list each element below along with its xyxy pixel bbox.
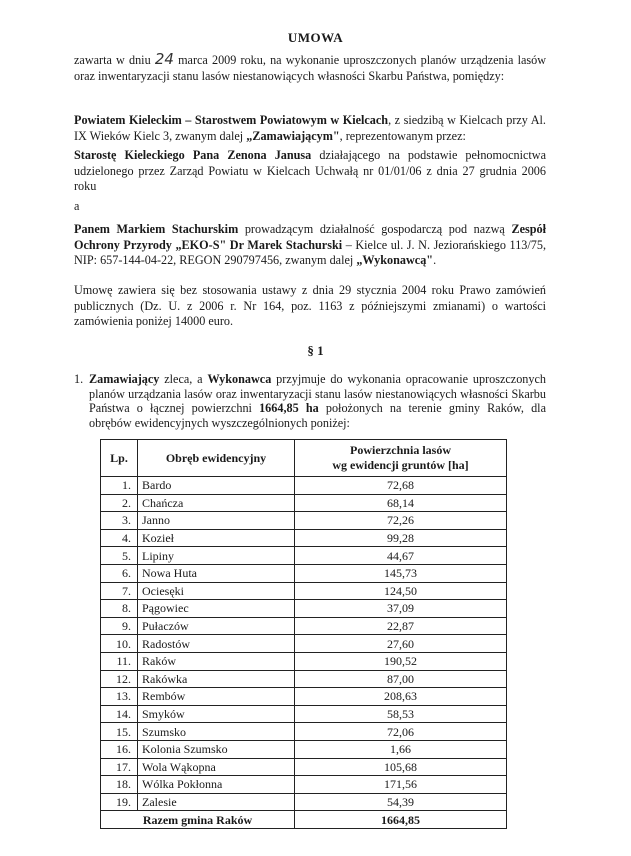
- cell-lp: 2.: [101, 494, 138, 512]
- cell-area: 68,14: [295, 494, 507, 512]
- clause-party-ordering: Zamawiający: [89, 372, 160, 386]
- table-row: [101, 494, 507, 512]
- cell-lp: 12.: [101, 670, 138, 688]
- cell-name: Raków: [138, 652, 295, 670]
- clause-text-3: położonych na terenie gminy Raków, dla obrębów ewidencyjnych wyszczególnionych poniżej:: [89, 401, 546, 430]
- party1-text: , z siedzibą w Kielcach przy Al. IX Wieków Kielc 3, zwanym dalej: [74, 113, 546, 143]
- section-heading: § 1: [307, 343, 324, 358]
- table-row: [101, 652, 507, 670]
- table-row: [101, 723, 507, 741]
- cell-name: Lipiny: [138, 547, 295, 565]
- cell-name: Bardo: [138, 477, 295, 495]
- representative-name: Starostę Kieleckiego Pana Zenona Janusa: [74, 148, 312, 162]
- cell-name: Pułaczów: [138, 617, 295, 635]
- intro-paragraph: [74, 52, 546, 84]
- cell-lp: 4.: [101, 529, 138, 547]
- cell-name: Nowa Huta: [138, 564, 295, 582]
- intro-text-1: zawarta w dniu: [74, 53, 155, 67]
- cell-lp: 13.: [101, 688, 138, 706]
- cell-area: 72,68: [295, 477, 507, 495]
- cell-area: 208,63: [295, 688, 507, 706]
- table-row: [101, 582, 507, 600]
- cell-area: 27,60: [295, 635, 507, 653]
- table-row: [101, 758, 507, 776]
- party2-company: Zespół Ochrony Przyrody „EKO-S" Dr Marek Stachurski: [74, 222, 546, 252]
- clause-text: [89, 372, 546, 430]
- header-area-line2: wg ewidencji gruntów [ha]: [332, 458, 469, 472]
- cell-name: Janno: [138, 512, 295, 530]
- table-row: [101, 688, 507, 706]
- cell-name: Szumsko: [138, 723, 295, 741]
- table-total-row: [101, 811, 507, 829]
- cell-name: Wólka Pokłonna: [138, 776, 295, 794]
- cell-name: Wola Wąkopna: [138, 758, 295, 776]
- cell-name: Kolonia Szumsko: [138, 740, 295, 758]
- header-lp: Lp.: [101, 440, 138, 477]
- header-area: [295, 440, 507, 477]
- table-row: [101, 670, 507, 688]
- cell-area: 72,26: [295, 512, 507, 530]
- table-row: [101, 512, 507, 530]
- cell-name: Kozieł: [138, 529, 295, 547]
- cell-lp: 17.: [101, 758, 138, 776]
- party2-text2: – Kielce ul. J. N. Jeziorańskiego 113/75, NIP: 657-144-04-22, REGON 290797456, zwanym dalej: [74, 237, 547, 267]
- conjunction: a: [74, 199, 80, 213]
- cell-lp: 14.: [101, 705, 138, 723]
- party1-alias: „Zamawiającym": [246, 128, 340, 143]
- cell-lp: 3.: [101, 512, 138, 530]
- party1-name: Powiatem Kieleckim – Starostwem Powiatowym w Kielcach: [74, 113, 389, 127]
- total-value: 1664,85: [295, 811, 507, 829]
- table-row: [101, 600, 507, 618]
- table-row: [101, 793, 507, 811]
- cell-lp: 1.: [101, 477, 138, 495]
- party2-name: Panem Markiem Stachurskim: [74, 222, 239, 236]
- table-row: [101, 529, 507, 547]
- cell-lp: 15.: [101, 723, 138, 741]
- table-row: [101, 617, 507, 635]
- table-row: [101, 740, 507, 758]
- cell-lp: 6.: [101, 564, 138, 582]
- cell-lp: 10.: [101, 635, 138, 653]
- handwritten-day: 24: [154, 50, 174, 68]
- forest-area-table: [100, 439, 507, 829]
- cell-name: Rakówka: [138, 670, 295, 688]
- cell-area: 87,00: [295, 670, 507, 688]
- table-body: [101, 477, 507, 829]
- clause-party-contractor: Wykonawca: [207, 372, 272, 386]
- cell-area: 105,68: [295, 758, 507, 776]
- party1-text2: , reprezentowanym przez:: [339, 128, 466, 143]
- cell-name: Zalesie: [138, 793, 295, 811]
- cell-lp: 18.: [101, 776, 138, 794]
- legal-basis-paragraph: Umowę zawiera się bez stosowania ustawy z dnia 29 stycznia 2004 roku Prawo zamówień publicznych (Dz. U. z 2006 r. Nr 164, poz. 1163 z późniejszymi zmianami) o wartości zamówienia poniżej 14000 euro.: [74, 283, 546, 328]
- table-row: [101, 705, 507, 723]
- representative-text: działającego na podstawie pełnomocnictwa udzielonego przez Zarząd Powiatu w Kielcach Uchwałą nr 01/01/06 z dnia 27 grudnia 2006 roku: [74, 148, 546, 193]
- table-header-row: [101, 440, 507, 477]
- cell-lp: 8.: [101, 600, 138, 618]
- cell-lp: 16.: [101, 740, 138, 758]
- cell-area: 22,87: [295, 617, 507, 635]
- table-row: [101, 477, 507, 495]
- cell-area: 44,67: [295, 547, 507, 565]
- party1-paragraph: [74, 113, 546, 144]
- table-row: [101, 776, 507, 794]
- header-precinct: Obręb ewidencyjny: [138, 440, 295, 477]
- cell-name: Chańcza: [138, 494, 295, 512]
- header-area-line1: Powierzchnia lasów: [350, 443, 451, 457]
- clause-text-1: zleca, a: [159, 372, 208, 386]
- cell-area: 99,28: [295, 529, 507, 547]
- party2-text: prowadzącym działalność gospodarczą pod nazwą: [238, 222, 512, 236]
- cell-area: 171,56: [295, 776, 507, 794]
- cell-lp: 19.: [101, 793, 138, 811]
- cell-area: 72,06: [295, 723, 507, 741]
- table-row: [101, 564, 507, 582]
- representative-paragraph: [74, 148, 546, 195]
- party2-paragraph: [74, 222, 546, 269]
- cell-area: 124,50: [295, 582, 507, 600]
- cell-area: 37,09: [295, 600, 507, 618]
- cell-area: 145,73: [295, 564, 507, 582]
- document-title: UMOWA: [287, 30, 344, 45]
- cell-lp: 11.: [101, 652, 138, 670]
- cell-name: Smyków: [138, 705, 295, 723]
- clause-text-2: przyjmuje do wykonania opracowanie uproszczonych planów urządzania lasów oraz inwentaryzacji stanu lasów niestanowiących własności Skarbu Państwa o łącznej powierzchni: [89, 372, 546, 415]
- clause-total-area: 1664,85 ha: [259, 401, 319, 415]
- total-label: Razem gmina Raków: [101, 811, 295, 829]
- cell-lp: 7.: [101, 582, 138, 600]
- party2-alias: „Wykonawcą": [356, 253, 434, 267]
- cell-name: Rembów: [138, 688, 295, 706]
- clause-number: 1.: [74, 372, 84, 386]
- cell-area: 58,53: [295, 705, 507, 723]
- clause-1: [74, 372, 546, 430]
- cell-lp: 5.: [101, 547, 138, 565]
- cell-area: 54,39: [295, 793, 507, 811]
- intro-text-2: marca 2009 roku, na wykonanie uproszczonych planów urządzenia lasów oraz inwentaryzacji stanu lasów niestanowiących własności Skarbu Państwa, pomiędzy:: [74, 53, 547, 83]
- table-row: [101, 547, 507, 565]
- cell-name: Pągowiec: [138, 600, 295, 618]
- party2-text3: .: [433, 253, 437, 267]
- cell-area: 1,66: [295, 740, 507, 758]
- table-row: [101, 635, 507, 653]
- cell-lp: 9.: [101, 617, 138, 635]
- cell-area: 190,52: [295, 652, 507, 670]
- cell-name: Ociesęki: [138, 582, 295, 600]
- cell-name: Radostów: [138, 635, 295, 653]
